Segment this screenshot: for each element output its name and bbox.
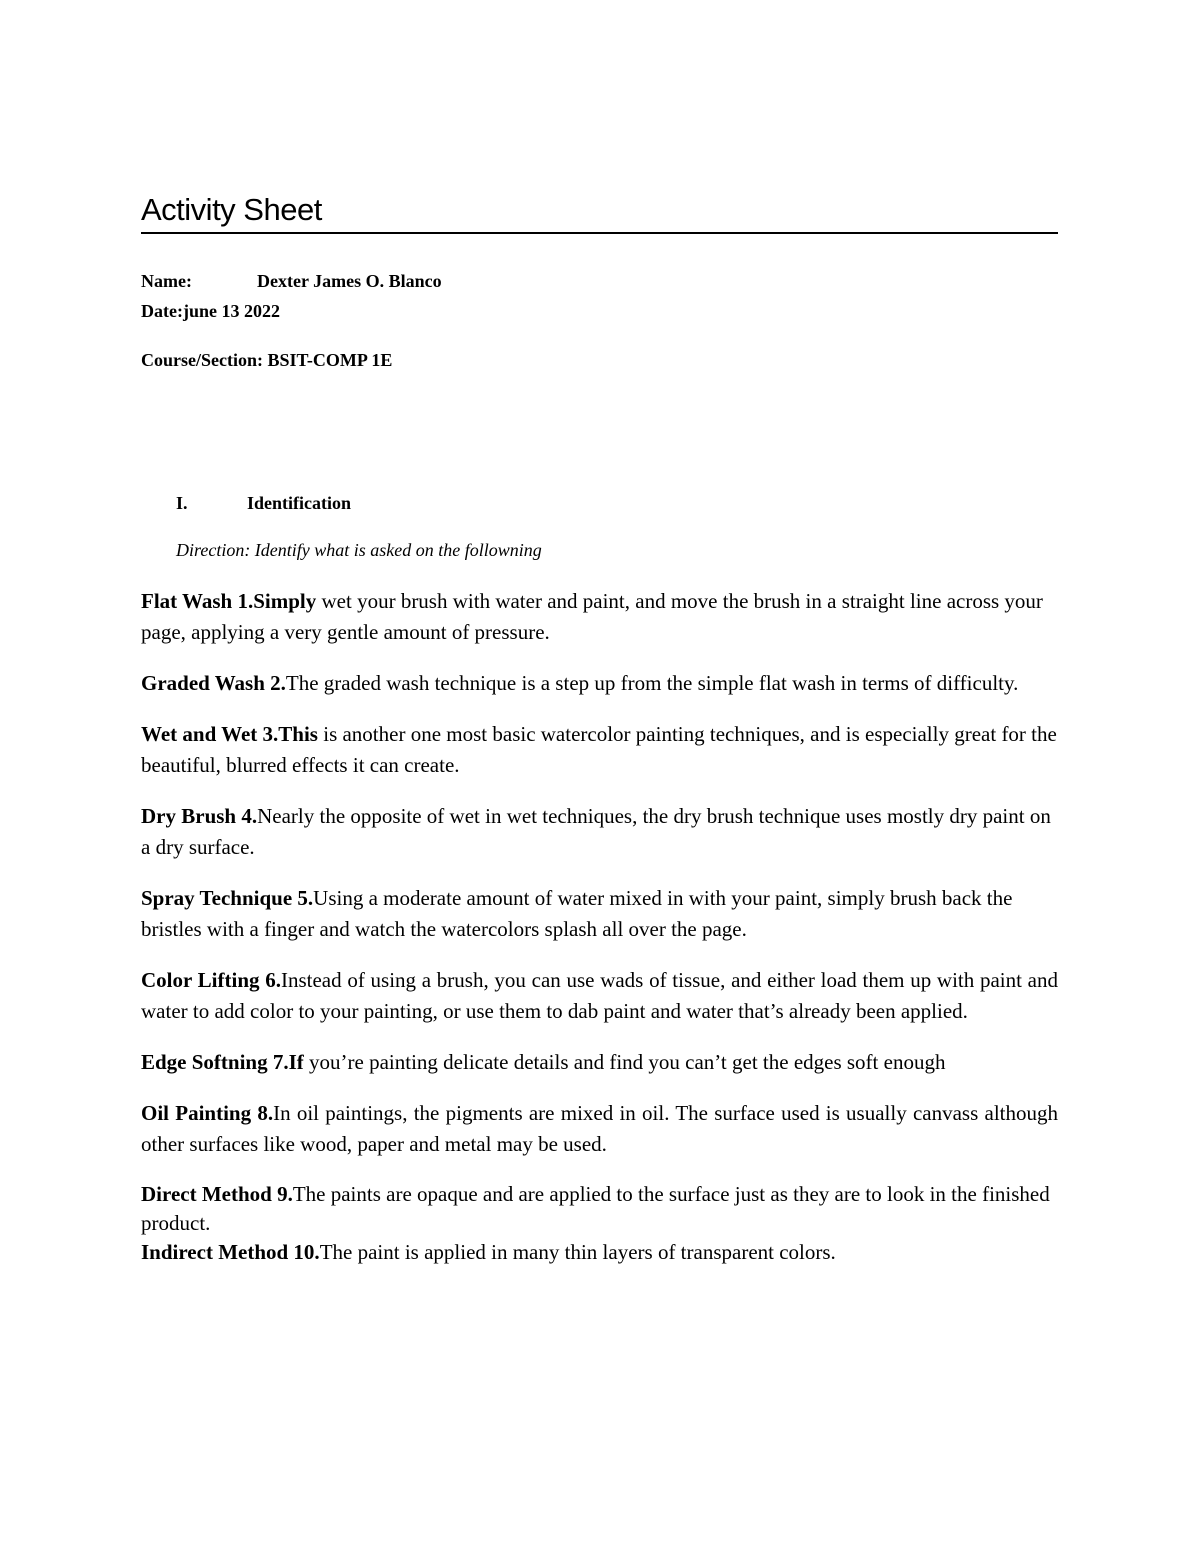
- answer-item: [141, 1047, 1058, 1078]
- answer-term: Dry Brush 4.: [141, 804, 258, 828]
- answer-text: In oil paintings, the pigments are mixed in oil. The surface used is usually canvass although other surfaces like wood, paper and metal may be used.: [141, 1101, 1058, 1156]
- section-heading: [176, 491, 351, 515]
- answer-text: Nearly the opposite of wet in wet techniques, the dry brush technique uses mostly dry paint on a dry surface.: [141, 804, 1051, 859]
- answer-item: [141, 668, 1058, 699]
- course-section-line: Course/Section: BSIT-COMP 1E: [141, 350, 393, 370]
- answer-text: Using a moderate amount of water mixed in with your paint, simply brush back the bristles with a finger and watch the watercolors splash all over the page.: [141, 886, 1013, 941]
- answer-item: [141, 719, 1058, 781]
- answer-term: Color Lifting 6.: [141, 968, 281, 992]
- answer-text: The paint is applied in many thin layers of transparent colors.: [319, 1240, 836, 1264]
- answer-item: [141, 883, 1058, 945]
- page-title: Activity Sheet: [141, 190, 1058, 234]
- answer-text: Instead of using a brush, you can use wads of tissue, and either load them up with paint and water to add color to your painting, or use them to dab paint and water that’s already been applied.: [141, 968, 1058, 1023]
- answer-list: [141, 586, 1058, 1267]
- answer-item: [141, 965, 1058, 1027]
- answer-text: The graded wash technique is a step up from the simple flat wash in terms of difficulty.: [285, 671, 1019, 695]
- answer-text: you’re painting delicate details and find you can’t get the edges soft enough: [303, 1050, 946, 1074]
- answer-term: Wet and Wet 3.This: [141, 722, 318, 746]
- answer-item: [141, 1180, 1058, 1238]
- answer-term: Indirect Method 10.: [141, 1240, 320, 1264]
- answer-term: Spray Technique 5.: [141, 886, 314, 910]
- answer-item: [141, 1098, 1058, 1160]
- answer-term: Oil Painting 8.: [141, 1101, 274, 1125]
- answer-text: wet your brush with water and paint, and move the brush in a straight line across your page, applying a very gentle amount of pressure.: [141, 589, 1043, 644]
- name-label: Name:: [141, 271, 192, 291]
- answer-text: The paints are opaque and are applied to the surface just as they are to look in the finished product.: [141, 1182, 1050, 1235]
- answer-term: Flat Wash 1.Simply: [141, 589, 317, 613]
- answer-item: [141, 801, 1058, 863]
- answer-item: [141, 586, 1058, 648]
- answer-term: Direct Method 9.: [141, 1182, 293, 1206]
- answer-item: [141, 1238, 1058, 1267]
- section-number: I.: [176, 493, 188, 513]
- direction-text: Direction: Identify what is asked on the followning: [176, 540, 542, 560]
- answer-term: Edge Softning 7.If: [141, 1050, 304, 1074]
- name-line: [141, 269, 442, 293]
- name-value: Dexter James O. Blanco: [257, 271, 442, 291]
- answer-term: Graded Wash 2.: [141, 671, 286, 695]
- answer-text: is another one most basic watercolor painting techniques, and is especially great for the beautiful, blurred effects it can create.: [141, 722, 1057, 777]
- date-line: Date:june 13 2022: [141, 301, 280, 321]
- section-title: Identification: [247, 493, 352, 513]
